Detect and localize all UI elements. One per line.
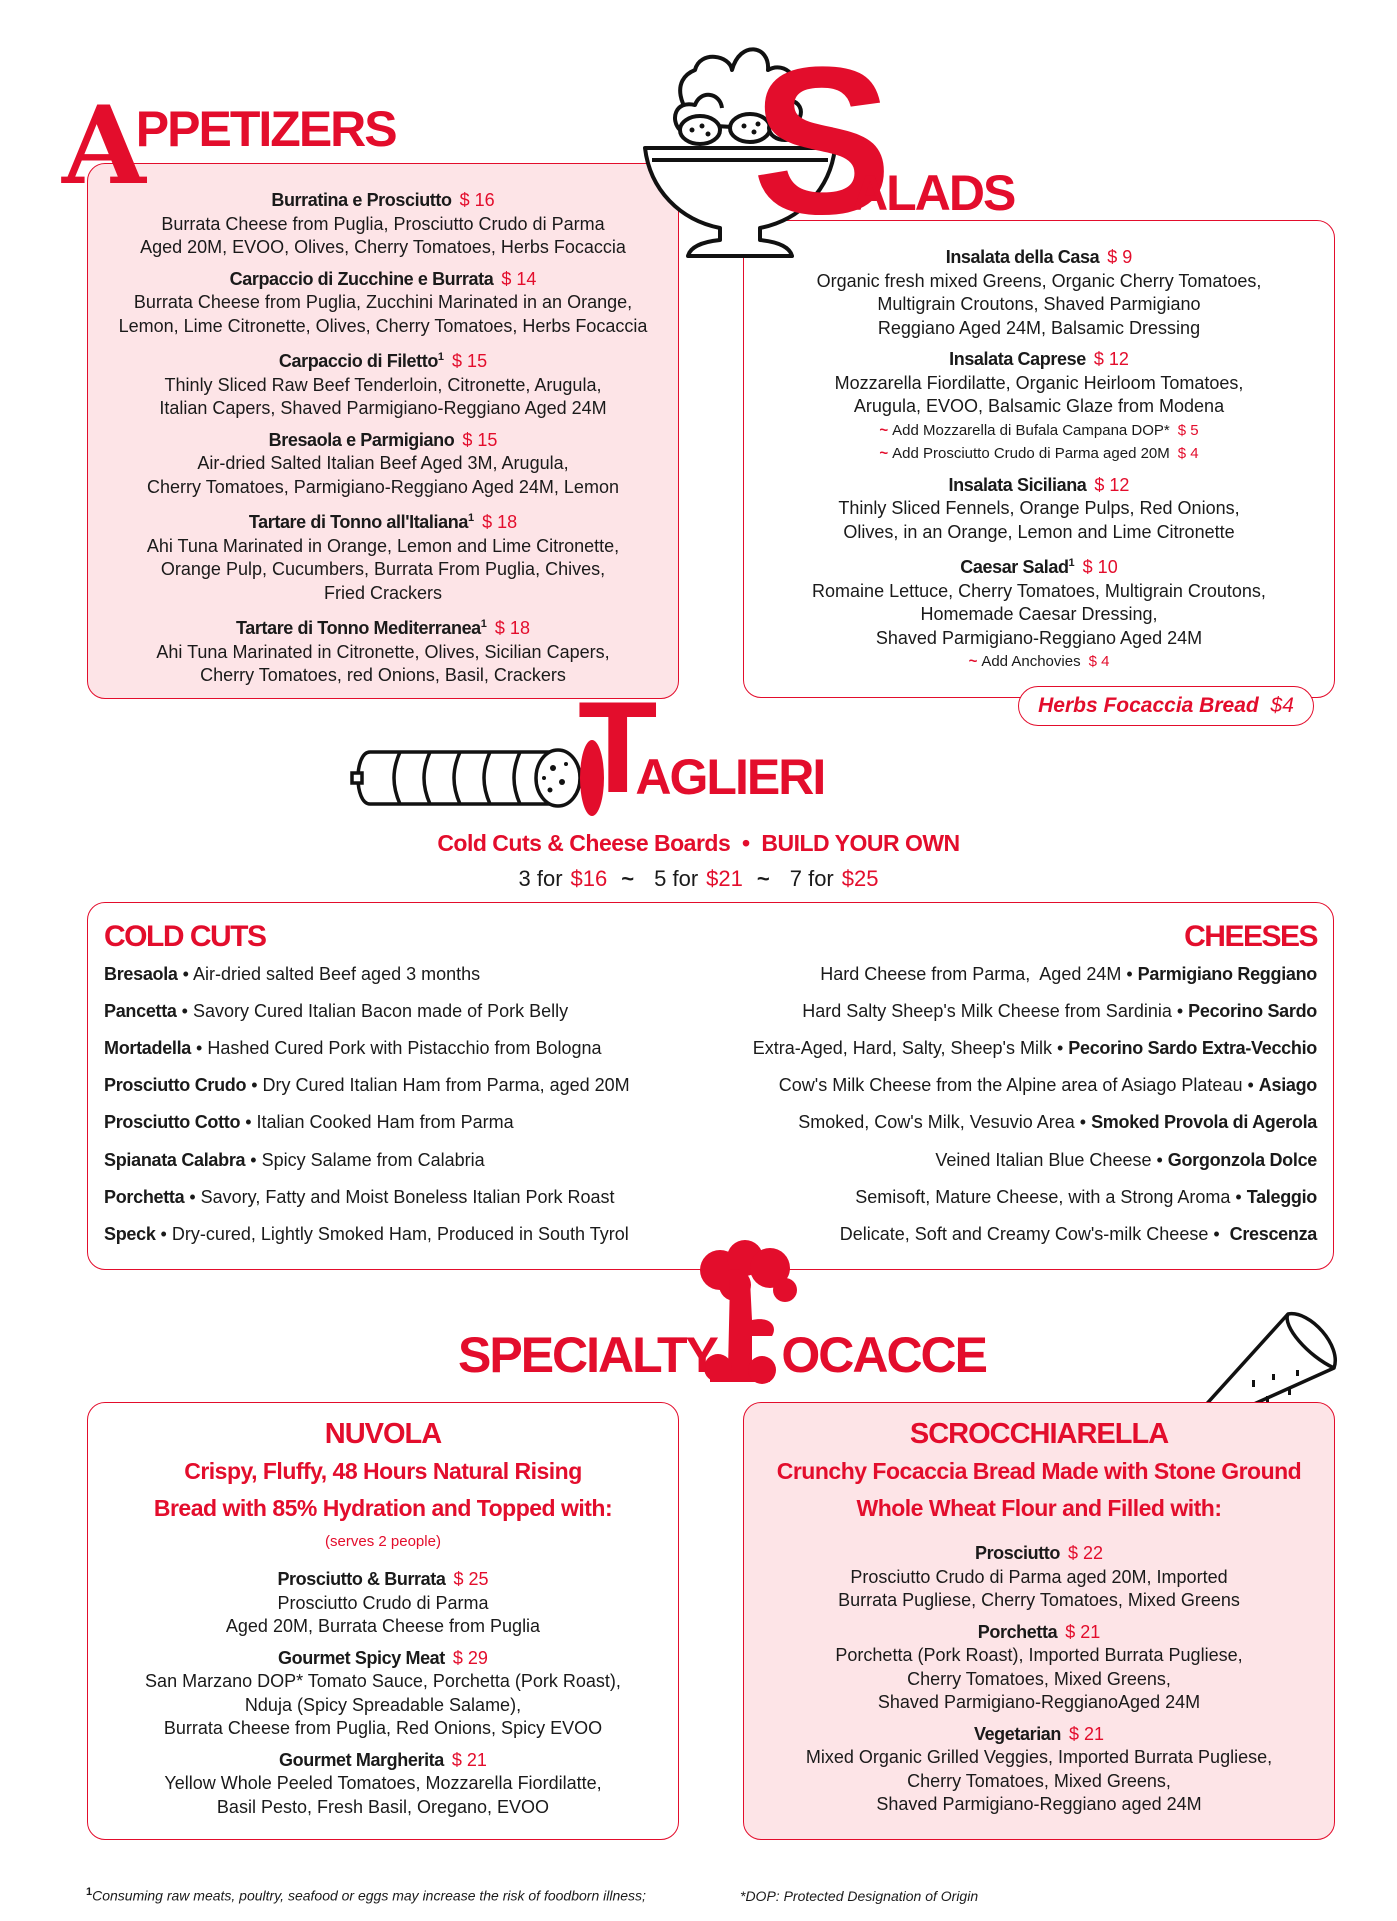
board-price-option — [654, 866, 770, 891]
board-price-value: $25 — [841, 866, 879, 891]
scrocchiarella-desc-2: Whole Wheat Flour and Filled with: — [856, 1495, 1222, 1521]
footnote-marker: 1 — [467, 512, 475, 524]
salad-item — [746, 552, 1332, 674]
cheese-desc: Hard Salty Sheep's Milk Cheese from Sardinia • — [802, 1001, 1189, 1022]
cold-cut-row — [104, 1112, 514, 1133]
board-price-option — [519, 866, 635, 891]
taglieri-pricing — [0, 866, 1397, 892]
salad-item-name: Insalata Caprese — [949, 349, 1086, 369]
salad-item-name: Insalata Siciliana — [948, 474, 1087, 495]
salad-item-price: $ 12 — [1093, 349, 1129, 369]
salad-item — [746, 246, 1332, 340]
focacce-title: OCACCE — [781, 1327, 987, 1383]
salad-addon-text: Add Prosciutto Crudo di Parma aged 20M — [892, 445, 1170, 462]
board-price-value: $21 — [706, 866, 743, 891]
appetizer-item-desc: Ahi Tuna Marinated in Citronette, Olives, Sicilian Capers, — [156, 641, 610, 662]
footnote-marker: 1 — [437, 351, 445, 363]
salad-item-desc: Thinly Sliced Fennels, Orange Pulps, Red Onions, — [838, 498, 1240, 518]
cold-cut-row — [104, 1187, 614, 1208]
salad-item-desc: Multigrain Croutons, Shaved Parmigiano — [877, 294, 1201, 314]
salad-item-desc: Romaine Lettuce, Cherry Tomatoes, Multigrain Croutons, — [812, 580, 1266, 601]
nuvola-desc-1: Crispy, Fluffy, 48 Hours Natural Rising — [184, 1458, 582, 1484]
scrocchiarella-title: SCROCCHIARELLA — [909, 1418, 1169, 1450]
salad-addon-price: $ 4 — [1177, 445, 1199, 462]
scrocchiarella-item-name: Porchetta — [977, 1621, 1058, 1642]
nuvola-item — [90, 1749, 676, 1820]
appetizer-item — [90, 268, 676, 339]
salad-item-desc: Reggiano Aged 24M, Balsamic Dressing — [877, 317, 1201, 338]
nuvola-item-desc: Nduja (Spicy Spreadable Salame), — [244, 1694, 522, 1715]
appetizer-item-desc: Italian Capers, Shaved Parmigiano-Reggiano Aged 24M — [159, 398, 607, 418]
salads-cap-letter: S — [752, 23, 893, 258]
appetizer-item-price: $ 16 — [459, 190, 495, 210]
scrocchiarella-item-desc: Porchetta (Pork Roast), Imported Burrata Pugliese, — [835, 1645, 1243, 1665]
cold-cut-desc: • Savory, Fatty and Moist Boneless Italian Pork Roast — [184, 1186, 615, 1207]
focacce-pre-title: SPECIALTY — [458, 1327, 717, 1383]
salads-list — [746, 246, 1332, 682]
cold-cut-name: Bresaola — [104, 964, 178, 984]
footnote-marker: 1 — [1068, 557, 1075, 569]
tilde-separator: ~ — [756, 866, 770, 891]
nuvola-item-desc: San Marzano DOP* Tomato Sauce, Porchetta (Pork Roast), — [145, 1671, 621, 1691]
taglieri-heading — [578, 674, 825, 820]
salad-item-desc: Shaved Parmigiano-Reggiano Aged 24M — [875, 627, 1203, 648]
cheese-row — [753, 1038, 1317, 1059]
nuvola-item-desc: Yellow Whole Peeled Tomatoes, Mozzarella Fiordilatte, — [164, 1773, 602, 1793]
appetizer-item — [90, 507, 676, 605]
appetizer-item-price: $ 18 — [482, 512, 518, 532]
tilde-mark: ~ — [879, 421, 889, 439]
scrocchiarella-header — [746, 1415, 1332, 1527]
salad-addon-text: Add Mozzarella di Bufala Campana DOP* — [892, 421, 1170, 439]
cold-cut-name: Mortadella — [104, 1038, 192, 1059]
salad-item-header — [746, 474, 1332, 498]
nuvola-title: NUVOLA — [324, 1418, 442, 1450]
salad-item-price: $ 9 — [1107, 247, 1133, 267]
scrocchiarella-item-desc: Shaved Parmigiano-Reggiano aged 24M — [876, 1794, 1202, 1814]
appetizer-item-name: Carpaccio di Filetto — [278, 351, 438, 371]
cold-cut-desc: • Dry Cured Italian Ham from Parma, aged 20M — [246, 1075, 630, 1096]
taglieri-cap-letter: T — [578, 674, 658, 820]
nuvola-item-name: Prosciutto & Burrata — [277, 1569, 446, 1589]
nuvola-item-price: $ 21 — [451, 1749, 487, 1770]
nuvola-item-name: Gourmet Margherita — [279, 1749, 444, 1770]
scrocchiarella-item-desc: Mixed Organic Grilled Veggies, Imported Burrata Pugliese, — [805, 1747, 1273, 1767]
salad-item — [746, 348, 1332, 466]
appetizer-item-desc: Burrata Cheese from Puglia, Zucchini Marinated in an Orange, — [133, 292, 633, 312]
cold-cut-name: Pancetta — [104, 1001, 177, 1022]
appetizer-item-header — [90, 613, 676, 641]
salad-item-desc: Organic fresh mixed Greens, Organic Cherry Tomatoes, — [816, 270, 1262, 291]
scrocchiarella-item-header — [746, 1723, 1332, 1747]
scrocchiarella-item-desc: Cherry Tomatoes, Mixed Greens, — [907, 1770, 1171, 1791]
cold-cut-row — [104, 1001, 568, 1022]
footnote-marker: 1 — [480, 618, 487, 630]
board-price-label: 5 for — [654, 866, 699, 891]
cold-cut-desc: • Savory Cured Italian Bacon made of Pork Belly — [176, 1001, 569, 1022]
scrocchiarella-item — [746, 1621, 1332, 1715]
salad-item-desc: Mozzarella Fiordilatte, Organic Heirloom Tomatoes, — [834, 372, 1244, 393]
salad-item — [746, 474, 1332, 545]
salad-item-header — [746, 348, 1332, 372]
scrocchiarella-item — [746, 1542, 1332, 1613]
cold-cut-name: Speck — [104, 1223, 156, 1244]
scrocchiarella-list — [746, 1542, 1332, 1825]
appetizer-item — [90, 189, 676, 260]
salad-item-header — [746, 552, 1332, 580]
appetizer-item-desc: Lemon, Lime Citronette, Olives, Cherry Tomatoes, Herbs Focaccia — [118, 315, 648, 336]
appetizer-item-name: Tartare di Tonno all'Italiana — [248, 512, 468, 532]
appetizer-item — [90, 346, 676, 421]
appetizer-item-desc: Cherry Tomatoes, Parmigiano-Reggiano Aged 24M, Lemon — [147, 476, 619, 497]
nuvola-item-name: Gourmet Spicy Meat — [278, 1647, 445, 1668]
appetizer-item-price: $ 15 — [462, 429, 498, 450]
cheese-name: Parmigiano Reggiano — [1137, 964, 1317, 984]
cold-cut-name: Porchetta — [104, 1186, 185, 1207]
appetizer-item-price: $ 18 — [494, 618, 530, 638]
salad-item-name: Caesar Salad — [960, 557, 1069, 577]
cheese-desc: Smoked, Cow's Milk, Vesuvio Area • — [798, 1112, 1092, 1133]
cheeses-title: CHEESES — [1184, 920, 1317, 953]
cold-cut-desc: • Spicy Salame from Calabria — [245, 1149, 485, 1170]
cheese-name: Smoked Provola di Agerola — [1091, 1112, 1317, 1133]
scrocchiarella-item-name: Prosciutto — [974, 1543, 1060, 1563]
salad-addon-text: Add Anchovies — [981, 653, 1081, 670]
salad-addon-price: $ 5 — [1177, 421, 1199, 439]
appetizer-item-price: $ 15 — [452, 351, 488, 371]
salad-item-desc: Olives, in an Orange, Lemon and Lime Citronette — [843, 521, 1235, 542]
appetizer-item-header — [90, 189, 676, 213]
board-price-label: 7 for — [789, 866, 834, 891]
salad-item-desc: Arugula, EVOO, Balsamic Glaze from Modena — [853, 396, 1225, 416]
cold-cut-name: Spianata Calabra — [104, 1149, 246, 1170]
cheese-desc: Extra-Aged, Hard, Salty, Sheep's Milk • — [752, 1038, 1069, 1059]
nuvola-desc-2: Bread with 85% Hydration and Topped with: — [153, 1495, 613, 1521]
appetizer-item-desc: Aged 20M, EVOO, Olives, Cherry Tomatoes, Herbs Focaccia — [140, 237, 626, 257]
salads-title: ALADS — [852, 165, 1015, 221]
scrocchiarella-item-desc: Burrata Pugliese, Cherry Tomatoes, Mixed Greens — [838, 1590, 1240, 1610]
cold-cut-row — [104, 964, 480, 985]
appetizers-cap-letter: A — [62, 83, 146, 209]
cold-cut-name: Prosciutto Cotto — [104, 1112, 241, 1133]
scrocchiarella-item-desc: Cherry Tomatoes, Mixed Greens, — [907, 1668, 1171, 1689]
scrocchiarella-item-desc: Prosciutto Crudo di Parma aged 20M, Imported — [850, 1566, 1228, 1587]
salami-icon — [348, 730, 604, 826]
cold-cut-desc: • Hashed Cured Pork with Pistacchio from Bologna — [191, 1038, 602, 1059]
cheese-desc: Hard Cheese from Parma, Aged 24M • — [820, 964, 1138, 984]
cheese-name: Pecorino Sardo — [1188, 1001, 1317, 1022]
salad-addon — [746, 419, 1332, 443]
appetizer-item-header — [90, 346, 676, 374]
salad-addon — [746, 650, 1332, 674]
nuvola-item-price: $ 25 — [453, 1569, 489, 1589]
nuvola-item-desc: Burrata Cheese from Puglia, Red Onions, Spicy EVOO — [163, 1718, 603, 1738]
salad-item-name: Insalata della Casa — [945, 247, 1100, 267]
cheese-row — [935, 1150, 1317, 1171]
board-price-label: 3 for — [518, 866, 563, 891]
footnote-dop: *DOP: Protected Designation of Origin — [740, 1888, 979, 1904]
scrocchiarella-item-price: $ 22 — [1067, 1543, 1104, 1563]
cheese-desc: Veined Italian Blue Cheese • — [935, 1149, 1168, 1170]
cold-cuts-title: COLD CUTS — [104, 920, 266, 953]
appetizer-item-desc: Fried Crackers — [323, 582, 443, 603]
appetizer-item-name: Tartare di Tonno Mediterranea — [236, 618, 481, 638]
appetizer-item-desc: Burrata Cheese from Puglia, Prosciutto Crudo di Parma — [161, 213, 605, 234]
nuvola-item-header — [90, 1568, 676, 1592]
footnote-raw-meat — [86, 1886, 646, 1904]
appetizer-item-name: Bresaola e Parmigiano — [268, 429, 455, 450]
cold-cut-row — [104, 1224, 629, 1245]
cheese-desc: Delicate, Soft and Creamy Cow's-milk Cheese • — [839, 1223, 1230, 1244]
scrocchiarella-desc-1: Crunchy Focaccia Bread Made with Stone Ground — [776, 1458, 1302, 1484]
scrocchiarella-item-name: Vegetarian — [973, 1723, 1061, 1744]
herbs-focaccia-label: Herbs Focaccia Bread — [1038, 694, 1259, 717]
appetizer-item-desc: Ahi Tuna Marinated in Orange, Lemon and Lime Citronette, — [146, 535, 620, 556]
appetizer-item-name: Carpaccio di Zucchine e Burrata — [229, 268, 494, 289]
cheese-name: Asiago — [1258, 1075, 1317, 1096]
appetizer-item-header — [90, 507, 676, 535]
cold-cut-row — [104, 1075, 630, 1096]
nuvola-item-desc: Prosciutto Crudo di Parma — [277, 1592, 489, 1613]
appetizer-item — [90, 429, 676, 500]
appetizers-list — [90, 189, 676, 696]
cheese-row — [802, 1001, 1317, 1022]
cheese-row — [840, 1224, 1317, 1245]
cheese-desc: Semisoft, Mature Cheese, with a Strong Aroma • — [855, 1186, 1247, 1207]
cold-cut-desc: • Air-dried salted Beef aged 3 months — [177, 964, 481, 984]
cheese-name: Crescenza — [1229, 1223, 1317, 1244]
salads-heading — [752, 23, 1015, 258]
scrocchiarella-item-desc: Shaved Parmigiano-ReggianoAged 24M — [877, 1692, 1201, 1712]
appetizer-item-desc: Cherry Tomatoes, red Onions, Basil, Crackers — [200, 665, 566, 685]
nuvola-item-desc: Basil Pesto, Fresh Basil, Oregano, EVOO — [216, 1796, 550, 1817]
cheese-row — [855, 1187, 1317, 1208]
nuvola-item-price: $ 29 — [452, 1647, 488, 1668]
scrocchiarella-item-header — [746, 1621, 1332, 1645]
appetizer-item-header — [90, 429, 676, 453]
nuvola-item — [90, 1568, 676, 1639]
salad-item-price: $ 12 — [1094, 474, 1130, 495]
tilde-separator: ~ — [621, 866, 635, 891]
appetizer-item-desc: Thinly Sliced Raw Beef Tenderloin, Citronette, Arugula, — [164, 374, 602, 395]
cold-cut-desc: • Dry-cured, Lightly Smoked Ham, Produced in South Tyrol — [155, 1223, 629, 1244]
salad-addon-price: $ 4 — [1088, 653, 1110, 670]
cold-cut-desc: • Italian Cooked Ham from Parma — [240, 1112, 514, 1133]
appetizer-item-name: Burratina e Prosciutto — [271, 190, 452, 210]
cold-cut-row — [104, 1038, 602, 1059]
nuvola-list — [90, 1568, 676, 1827]
appetizers-title: PPETIZERS — [135, 101, 396, 157]
scrocchiarella-item — [746, 1723, 1332, 1817]
cheese-desc: Cow's Milk Cheese from the Alpine area of Asiago Plateau • — [778, 1075, 1259, 1096]
nuvola-item-header — [90, 1647, 676, 1671]
appetizer-item-header — [90, 268, 676, 292]
nuvola-item-desc: Aged 20M, Burrata Cheese from Puglia — [225, 1616, 541, 1636]
taglieri-title: AGLIERI — [635, 749, 825, 805]
salad-addon — [746, 442, 1332, 466]
herbs-focaccia-price: $4 — [1270, 694, 1294, 717]
salad-item-desc: Homemade Caesar Dressing, — [920, 604, 1158, 624]
herbs-focaccia-badge — [1018, 686, 1314, 726]
cheese-row — [779, 1075, 1317, 1096]
tilde-mark: ~ — [879, 445, 889, 462]
salad-item-price: $ 10 — [1082, 557, 1118, 577]
cheese-row — [820, 964, 1317, 985]
footnote-raw-meat-text: Consuming raw meats, poultry, seafood or eggs may increase the risk of foodborn illness; — [92, 1887, 646, 1904]
taglieri-subtitle: Cold Cuts & Cheese Boards • BUILD YOUR OWN — [437, 830, 960, 856]
footnote-marker: 1 — [86, 1886, 93, 1898]
cheese-name: Taleggio — [1246, 1186, 1317, 1207]
board-price-option — [790, 866, 879, 891]
nuvola-item-header — [90, 1749, 676, 1773]
scrocchiarella-item-price: $ 21 — [1069, 1723, 1105, 1744]
cold-cut-row — [104, 1150, 485, 1171]
scrocchiarella-item-header — [746, 1542, 1332, 1566]
cheese-row — [798, 1112, 1317, 1133]
appetizer-item-desc: Air-dried Salted Italian Beef Aged 3M, Arugula, — [197, 453, 569, 473]
salad-item-header — [746, 246, 1332, 270]
appetizer-item-desc: Orange Pulp, Cucumbers, Burrata From Puglia, Chives, — [160, 559, 606, 579]
nuvola-header — [90, 1415, 676, 1557]
nuvola-serves: (serves 2 people) — [325, 1533, 441, 1550]
cold-cut-name: Prosciutto Crudo — [104, 1075, 247, 1096]
cheese-name: Gorgonzola Dolce — [1167, 1149, 1317, 1170]
cheese-name: Pecorino Sardo Extra-Vecchio — [1068, 1038, 1317, 1059]
scrocchiarella-item-price: $ 21 — [1065, 1621, 1101, 1642]
focacce-heading — [458, 1327, 987, 1383]
board-price-value: $16 — [570, 866, 608, 891]
nuvola-item — [90, 1647, 676, 1741]
appetizer-item-price: $ 14 — [501, 268, 537, 289]
tilde-mark: ~ — [968, 653, 978, 670]
